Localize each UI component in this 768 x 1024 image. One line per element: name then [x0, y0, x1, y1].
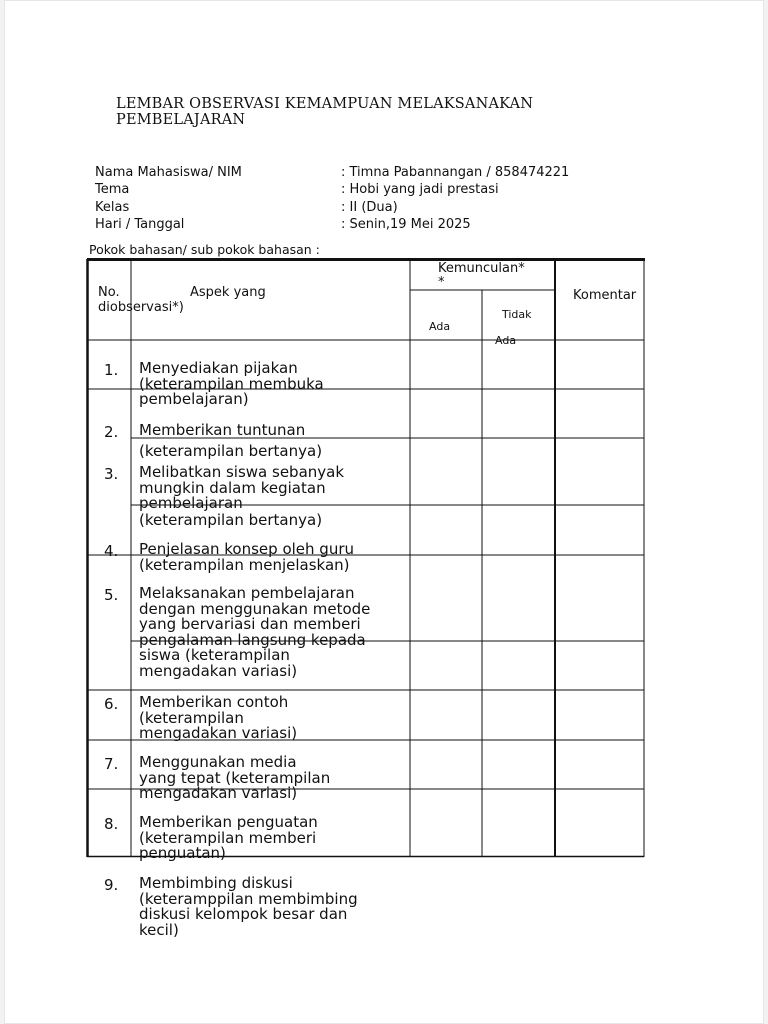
- row-aspect-text: (keterampilan bertanya): [139, 511, 323, 529]
- row-number: 9.: [104, 876, 119, 894]
- info-label-kelas: Kelas: [95, 200, 130, 215]
- header-kemunculan-line2: *: [438, 275, 445, 290]
- header-komentar: Komentar: [573, 288, 637, 303]
- row-number: 3.: [104, 465, 119, 483]
- row-aspect-text: Menyediakan pijakan (keterampilan membuka pembelajaran): [139, 359, 324, 409]
- info-label-tema: Tema: [95, 182, 130, 197]
- row-number: 8.: [104, 815, 119, 833]
- row-number: 5.: [104, 586, 119, 604]
- row-number: 4.: [104, 542, 119, 560]
- info-label-nama: Nama Mahasiswa/ NIM: [95, 165, 242, 180]
- row-number: 1.: [104, 361, 119, 379]
- header-aspek-line2: diobservasi*): [98, 300, 184, 315]
- header-ada: Ada: [429, 320, 451, 333]
- row-aspect-text: Memberikan tuntunan: [139, 421, 306, 439]
- header-kemunculan-line1: Kemunculan*: [438, 261, 525, 276]
- header-aspek-line1: Aspek yang: [190, 285, 266, 300]
- info-value-nama: : Timna Pabannangan / 858474221: [341, 165, 570, 180]
- row-aspect-text: Melibatkan siswa sebanyak mungkin dalam kegiatan pembelajaran: [139, 463, 345, 513]
- row-aspect-text: Melaksanakan pembelajaran dengan menggunakan metode yang bervariasi dan memberi pengalaman langsung kepada siswa (keterampilan mengadakan variasi): [139, 584, 371, 680]
- row-number: 6.: [104, 695, 119, 713]
- pokok-bahasan-label: Pokok bahasan/ sub pokok bahasan :: [89, 242, 320, 257]
- row-aspect-text: Memberikan penguatan (keterampilan memberi penguatan): [139, 813, 318, 863]
- row-number: 2.: [104, 423, 119, 441]
- info-value-hari: : Senin,19 Mei 2025: [341, 217, 471, 232]
- row-aspect-text: Memberikan contoh (keterampilan mengadakan variasi): [139, 693, 298, 743]
- row-number: 7.: [104, 755, 119, 773]
- row-aspect-text: (keterampilan bertanya): [139, 442, 323, 460]
- header-tidak-ada: Ada: [495, 334, 517, 347]
- info-value-kelas: : II (Dua): [341, 200, 398, 215]
- row-aspect-text: Penjelasan konsep oleh guru (keterampilan menjelaskan): [139, 540, 355, 574]
- title-line-1: LEMBAR OBSERVASI KEMAMPUAN MELAKSANAKAN: [116, 96, 534, 112]
- row-aspect-text: Membimbing diskusi (keteramppilan membimbing diskusi kelompok besar dan kecil): [139, 874, 358, 939]
- title-line-2: PEMBELAJARAN: [116, 112, 246, 128]
- row-aspect-text: Menggunakan media yang tepat (keterampilan mengadakan variasi): [139, 753, 331, 803]
- info-value-tema: : Hobi yang jadi prestasi: [341, 182, 499, 197]
- header-tidak: Tidak: [502, 308, 532, 321]
- header-no: No.: [98, 285, 120, 300]
- info-label-hari: Hari / Tanggal: [95, 217, 185, 232]
